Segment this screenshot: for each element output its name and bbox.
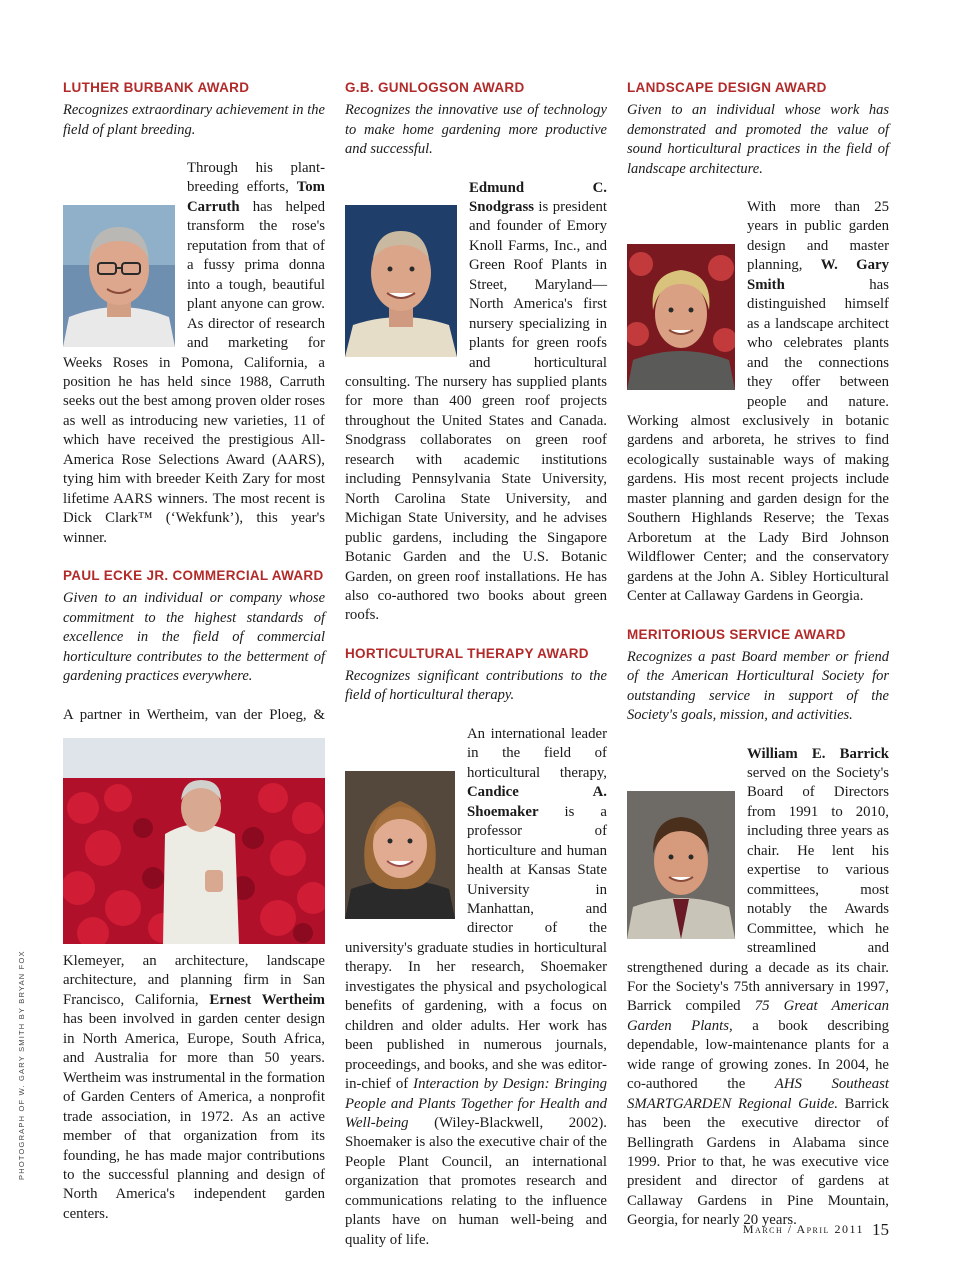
body-text: With more than 25 years in public garden design and master planning, xyxy=(747,199,889,274)
page-number: 15 xyxy=(872,1220,889,1239)
photo-ernest-wertheim xyxy=(63,738,325,944)
column-2 xyxy=(345,78,607,1266)
award-description: Given to an individual or company whose commitment to the highest standards of excellence in the field of commercial horticulture contributes to the betterment of gardening practices everywhere. xyxy=(63,590,325,685)
book-title: 75 Great American Garden Plants, xyxy=(627,998,889,1034)
body-text: Barrick has been the executive director of Bellingrath Gardens in Alabama since 1999. Prior to that, he was executive vice president and director of gardens at Callaway Gardens in Pine Mountain, Georgia, for nearly 20 years. xyxy=(627,1095,889,1229)
award-title: PAUL ECKE JR. COMMERCIAL AWARD xyxy=(63,568,324,584)
book-title: AHS Southeast SMARTGARDEN Regional Guide. xyxy=(627,1076,889,1112)
body-text: An international leader in the field of horticultural therapy, xyxy=(467,725,607,781)
column-1 xyxy=(63,78,325,1242)
body-text: has distinguished himself as a landscape architect who celebrates plants and the connections they offer between people and nature. Working almost exclusively in botanic gardens and arboreta, he strives to find ecologically sustainable ways of making gardens. His most recent projects include master planning and garden design for the Southern Highlands Reserve; the Texas Arboretum at the Lady Bird Johnson Wildflower Center; and the conservatory gardens at the John A. Sibley Horticultural Center at Callaway Gardens in Georgia. xyxy=(627,276,889,605)
honoree-name: Tom Carruth xyxy=(187,179,325,215)
body-text: served on the Society's Board of Directors from 1991 to 2010, including three years as chair. He lent his expertise to various committees, most notably the Awards Committee, which he streamlined and strengthened during a decade as its chair. For the Society's 75th anniversary in 1997, Barrick compiled xyxy=(627,764,889,1015)
award-description: Given to an individual whose work has demonstrated and promoted the value of sound horticultural practices in the field of landscape architecture. xyxy=(627,102,889,177)
body-text: a book describing dependable, low-maintenance plants for a wide range of growing zones. In 2004, he co-authored the xyxy=(627,1017,889,1093)
body-text: is president and founder of Emory Knoll Farms, Inc., and Green Roof Plants in Street, Maryland—North America's first nursery specializing in plants for green roofs and horticultural consulting. The nursery has supplied plants for more than 400 green roof projects throughout the United States and Canada. Snodgrass collaborates on green roof research with academic institutions including Pennsylvania State University, North Carolina State University, and Michigan State University, and he advises public gardens, including the Singapore Botanic Garden and the U.S. Botanic Garden, on green roof installations. He has also co-authored two books about green roofs. xyxy=(345,198,607,624)
award-title: MERITORIOUS SERVICE AWARD xyxy=(627,626,846,642)
horticultural-therapy-award xyxy=(345,644,607,1250)
award-description: Recognizes the innovative use of technology to make home gardening more productive and successful. xyxy=(345,102,607,157)
body-text: A partner in Wertheim, van der Ploeg, & Klemeyer, an architecture, landscape architecture, and planning firm in San Francisco, California, xyxy=(63,706,325,1008)
body-text: (Wiley-Blackwell, 2002). Shoemaker is also the executive chair of the People Plant Council, an international organization that promotes research and communications relating to the influence plants have on human well-being and quality of life. xyxy=(345,1114,607,1248)
award-description: Recognizes extraordinary achievement in the field of plant breeding. xyxy=(63,102,325,138)
gunlogson-award xyxy=(345,78,607,626)
honoree-name: W. Gary Smith xyxy=(747,257,889,293)
portrait-w-gary-smith xyxy=(627,244,735,390)
honoree-name: Candice A. Shoemaker xyxy=(467,784,607,820)
body-text: Through his plant-breeding efforts, xyxy=(187,160,325,196)
award-body xyxy=(345,725,607,1250)
portrait-william-barrick xyxy=(627,791,735,939)
column-3 xyxy=(627,78,889,1249)
award-body xyxy=(345,179,607,626)
issue-date: March / April 2011 xyxy=(742,1222,864,1236)
book-title: Interaction by Design: Bringing People and Plants Together for Health and Well-being xyxy=(345,1076,608,1131)
luther-burbank-award xyxy=(63,78,325,548)
photo-credit: PHOTOGRAPH OF W. GARY SMITH BY BRYAN FOX xyxy=(17,950,26,1180)
landscape-design-award xyxy=(627,78,889,607)
meritorious-service-award xyxy=(627,625,889,1231)
body-text: is a professor of horticulture and human health at Kansas State University in Manhattan, and director of the university's graduate studies in horticultural therapy. In her research, Shoemaker investigates the physical and psychological benefits of gardening, with a focus on children and older adults. Her work has been published in numerous journals, proceedings, and books, and she was editor-in-chief of xyxy=(345,803,607,1093)
award-title: HORTICULTURAL THERAPY AWARD xyxy=(345,645,589,661)
body-text: has helped transform the rose's reputation from that of a fussy prima donna into a tough, beautiful plant anyone can grow. As director of research and marketing for Weeks Roses in Pomona, California, a position he has held since 1988, Carruth seeks out the best among proven older roses as well as introducing new varieties, 11 of which have received the prestigious All-America Rose Selections Award (AARS), tying him with breeder Keith Zary for most lifetime AARS winners. The most recent is Dick Clark™ (‘Wekfunk’), this year's winner. xyxy=(63,198,325,546)
body-text: has been involved in garden center design in North America, Europe, South Africa, and Australia for more than 50 years. Wertheim was instrumental in the formation of Garden Centers of America, a nonprofit trade association, in 1972. As an active member of that organization from its founding, he has made major contributions to the successful planning and design of North America's independent garden centers. xyxy=(63,1011,325,1222)
award-description: Recognizes a past Board member or friend of the American Horticultural Society for outstanding service in support of the Society's goals, mission, and activities. xyxy=(627,648,889,724)
portrait-candice-shoemaker xyxy=(345,771,455,919)
award-body xyxy=(627,198,889,607)
award-title: LUTHER BURBANK AWARD xyxy=(63,80,250,95)
award-title: G.B. GUNLOGSON AWARD xyxy=(345,80,525,95)
portrait-tom-carruth xyxy=(63,205,175,347)
portrait-edmund-snodgrass xyxy=(345,205,457,357)
award-body xyxy=(63,159,325,548)
honoree-name: Ernest Wertheim xyxy=(209,991,325,1008)
honoree-name: Edmund C. Snodgrass xyxy=(469,179,607,215)
honoree-name: William E. Barrick xyxy=(747,745,889,762)
award-title: LANDSCAPE DESIGN AWARD xyxy=(627,80,827,95)
award-description: Recognizes significant contributions to the field of horticultural therapy. xyxy=(345,667,607,704)
award-body xyxy=(627,745,889,1231)
